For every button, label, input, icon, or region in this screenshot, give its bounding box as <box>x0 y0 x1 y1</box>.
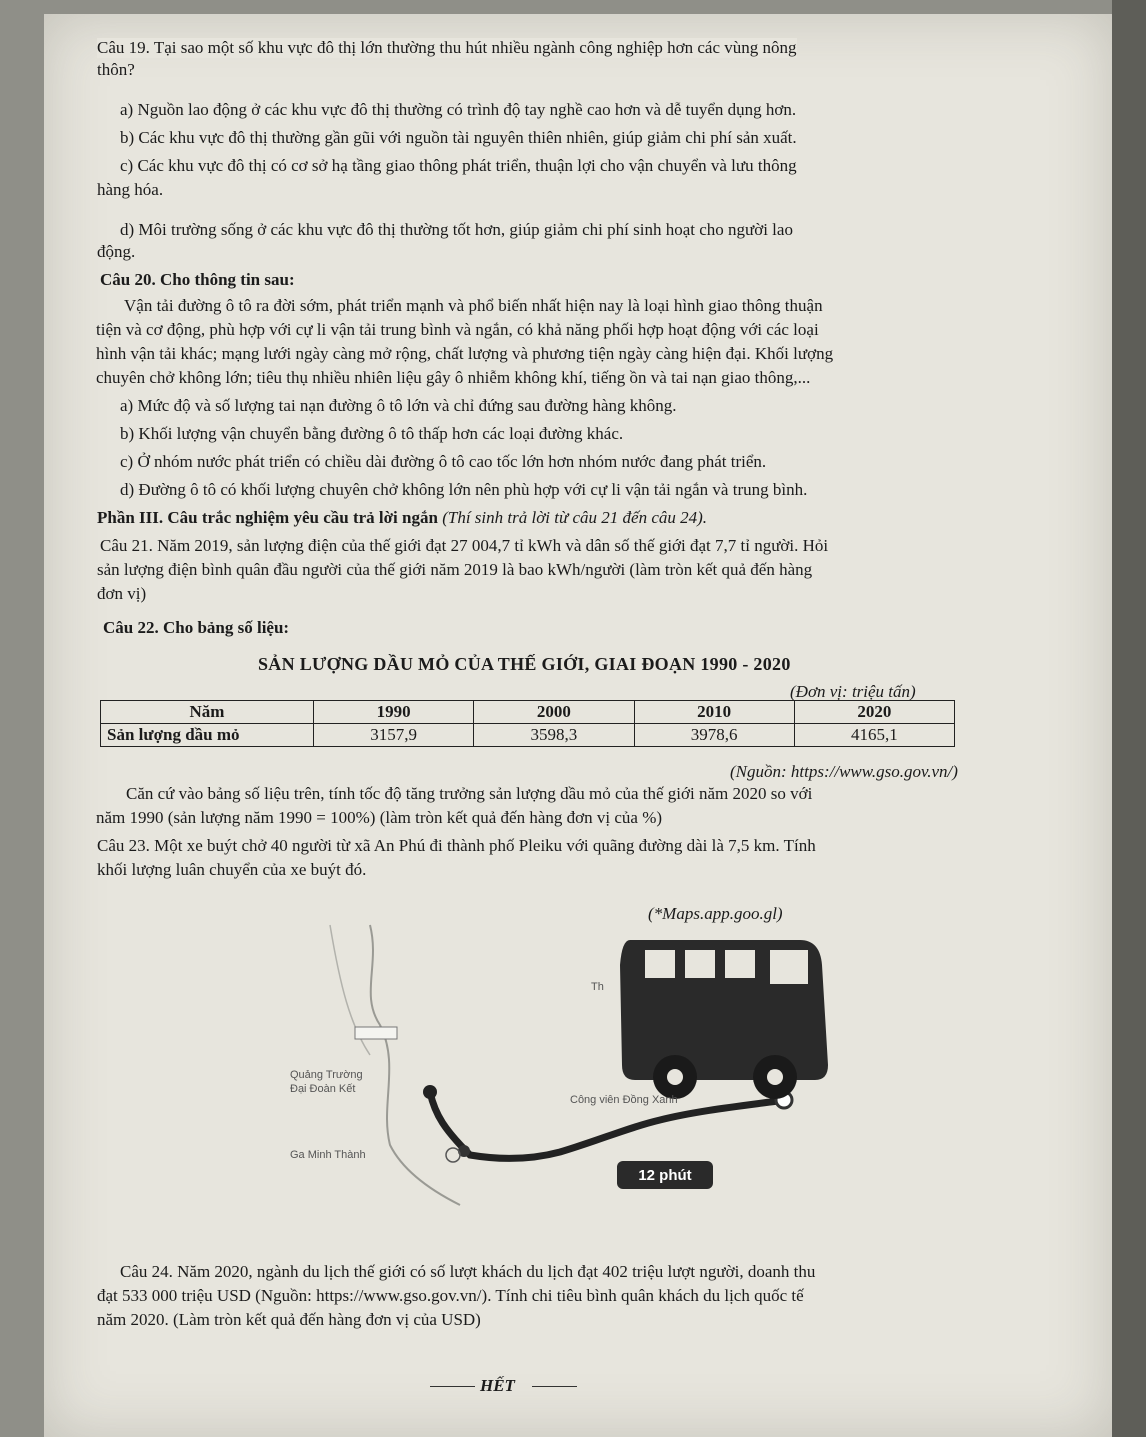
table-header-cell: Năm <box>101 701 314 724</box>
table-title: SẢN LƯỢNG DẦU MỎ CỦA THẾ GIỚI, GIAI ĐOẠN 1990 - 2020 <box>258 654 791 674</box>
station-marker-icon <box>446 1148 460 1162</box>
end-divider-right <box>532 1386 577 1387</box>
table-row <box>101 724 955 747</box>
travel-time-badge: 12 phút <box>617 1161 713 1189</box>
table-cell: Sản lượng dầu mỏ <box>101 724 314 747</box>
q19-option-d-cont: động. <box>97 242 136 261</box>
q20-option-d: d) Đường ô tô có khối lượng chuyên chở không lớn nên phù hợp với cự li vận tải ngắn và trung bình. <box>120 480 808 499</box>
q21-line2: sản lượng điện bình quân đầu người của thế giới năm 2019 là bao kWh/người (làm tròn kết quả đến hàng <box>97 560 813 579</box>
q20-option-c: c) Ở nhóm nước phát triển có chiều dài đường ô tô cao tốc lớn hơn nhóm nước đang phát triển. <box>120 452 767 471</box>
q24-line1: Câu 24. Năm 2020, ngành du lịch thế giới có số lượt khách du lịch đạt 402 triệu lượt người, doanh thu <box>120 1262 816 1281</box>
q19-option-d: d) Môi trường sống ở các khu vực đô thị thường tốt hơn, giúp giảm chi phí sinh hoạt cho người lao <box>120 220 793 239</box>
start-marker-icon <box>423 1085 437 1099</box>
end-divider-left <box>430 1386 475 1387</box>
map-label-place1b: Đại Đoàn Kết <box>290 1083 356 1095</box>
q24-line2: đạt 533 000 triệu USD (Nguồn: https://www.gso.gov.vn/). Tính chi tiêu bình quân khách du lịch quốc tế <box>97 1286 804 1305</box>
map-label-place3: Ga Minh Thành <box>290 1149 366 1161</box>
table-header-cell: 2000 <box>474 701 634 724</box>
map-label-place1: Quảng Trường <box>290 1069 363 1081</box>
q22-question-line1: Căn cứ vào bảng số liệu trên, tính tốc độ tăng trưởng sản lượng dầu mỏ của thế giới năm 2020 so với <box>126 784 813 803</box>
table-cell: 3978,6 <box>634 724 794 747</box>
q20-paragraph-1: Vận tải đường ô tô ra đời sớm, phát triển mạnh và phổ biến nhất hiện nay là loại hình giao thông thuận <box>124 296 823 315</box>
map-road-line <box>370 925 460 1205</box>
page-edge-shadow <box>1112 0 1146 1437</box>
end-mark: HẾT <box>480 1376 515 1395</box>
part3-note: (Thí sinh trả lời từ câu 21 đến câu 24). <box>437 508 708 527</box>
q20-paragraph-4: chuyên chở không lớn; tiêu thụ nhiều nhiên liệu gây ô nhiễm không khí, tiếng ồn và tai nạn giao thông,... <box>96 368 811 387</box>
q19-question: Câu 19. Tại sao một số khu vực đô thị lớn thường thu hút nhiều ngành công nghiệp hơn các vùng nông <box>97 38 797 57</box>
table-header-cell: 2020 <box>794 701 954 724</box>
table-header-cell: 1990 <box>314 701 474 724</box>
table-header-cell: 2010 <box>634 701 794 724</box>
road-number-sign <box>355 1027 397 1039</box>
part3-heading <box>97 508 707 528</box>
q20-paragraph-2: tiện và cơ động, phù hợp với cự li vận tải trung bình và ngắn, có khả năng phối hợp hoạt động với các loại <box>96 320 819 339</box>
part3-title: Phần III. Câu trắc nghiệm yêu cầu trả lời ngắn <box>97 508 438 527</box>
table-unit: (Đơn vị: triệu tấn) <box>790 682 916 701</box>
q19-option-c: c) Các khu vực đô thị có cơ sở hạ tầng giao thông phát triển, thuận lợi cho vận chuyển và lưu thông <box>120 156 797 175</box>
bus-icon <box>620 940 828 1099</box>
table-cell: 3598,3 <box>474 724 634 747</box>
q23-line1: Câu 23. Một xe buýt chở 40 người từ xã An Phú đi thành phố Pleiku với quãng đường dài là 7,5 km. Tính <box>97 836 816 855</box>
table-cell: 4165,1 <box>794 724 954 747</box>
table-cell: 3157,9 <box>314 724 474 747</box>
q23-line2: khối lượng luân chuyển của xe buýt đó. <box>97 860 367 879</box>
q19-question-cont: thôn? <box>97 60 135 79</box>
q20-paragraph-3: hình vận tải khác; mạng lưới ngày càng mở rộng, chất lượng và phương tiện ngày càng hiện đại. Khối lượng <box>96 344 834 363</box>
map-label-th: Th <box>591 981 604 993</box>
q21-line3: đơn vị) <box>97 584 147 603</box>
q19-option-c-cont: hàng hóa. <box>97 180 164 199</box>
q19-option-b: b) Các khu vực đô thị thường gần gũi với nguồn tài nguyên thiên nhiên, giúp giảm chi phí sản xuất. <box>120 128 797 147</box>
q22-question-line2: năm 1990 (sản lượng năm 1990 = 100%) (làm tròn kết quả đến hàng đơn vị của %) <box>96 808 663 827</box>
q24-line3: năm 2020. (Làm tròn kết quả đến hàng đơn vị của USD) <box>97 1310 481 1329</box>
q20-heading: Câu 20. Cho thông tin sau: <box>100 270 295 289</box>
q21-line1: Câu 21. Năm 2019, sản lượng điện của thế giới đạt 27 004,7 tỉ kWh và dân số thế giới đạt 7,7 tỉ người. Hỏi <box>100 536 829 555</box>
q20-option-a: a) Mức độ và số lượng tai nạn đường ô tô lớn và chỉ đứng sau đường hàng không. <box>120 396 677 415</box>
q22-heading: Câu 22. Cho bảng số liệu: <box>103 618 290 637</box>
table-header-row <box>101 701 955 724</box>
table-source: (Nguồn: https://www.gso.gov.vn/) <box>730 762 958 781</box>
map-label-place2: Công viên Đồng Xanh <box>570 1094 678 1106</box>
q20-option-b: b) Khối lượng vận chuyển bằng đường ô tô thấp hơn các loại đường khác. <box>120 424 624 443</box>
map-source: (*Maps.app.goo.gl) <box>648 904 783 923</box>
oil-production-table <box>100 700 955 747</box>
q19-option-a: a) Nguồn lao động ở các khu vực đô thị thường có trình độ tay nghề cao hơn và dễ tuyển dụng hơn. <box>120 100 797 119</box>
